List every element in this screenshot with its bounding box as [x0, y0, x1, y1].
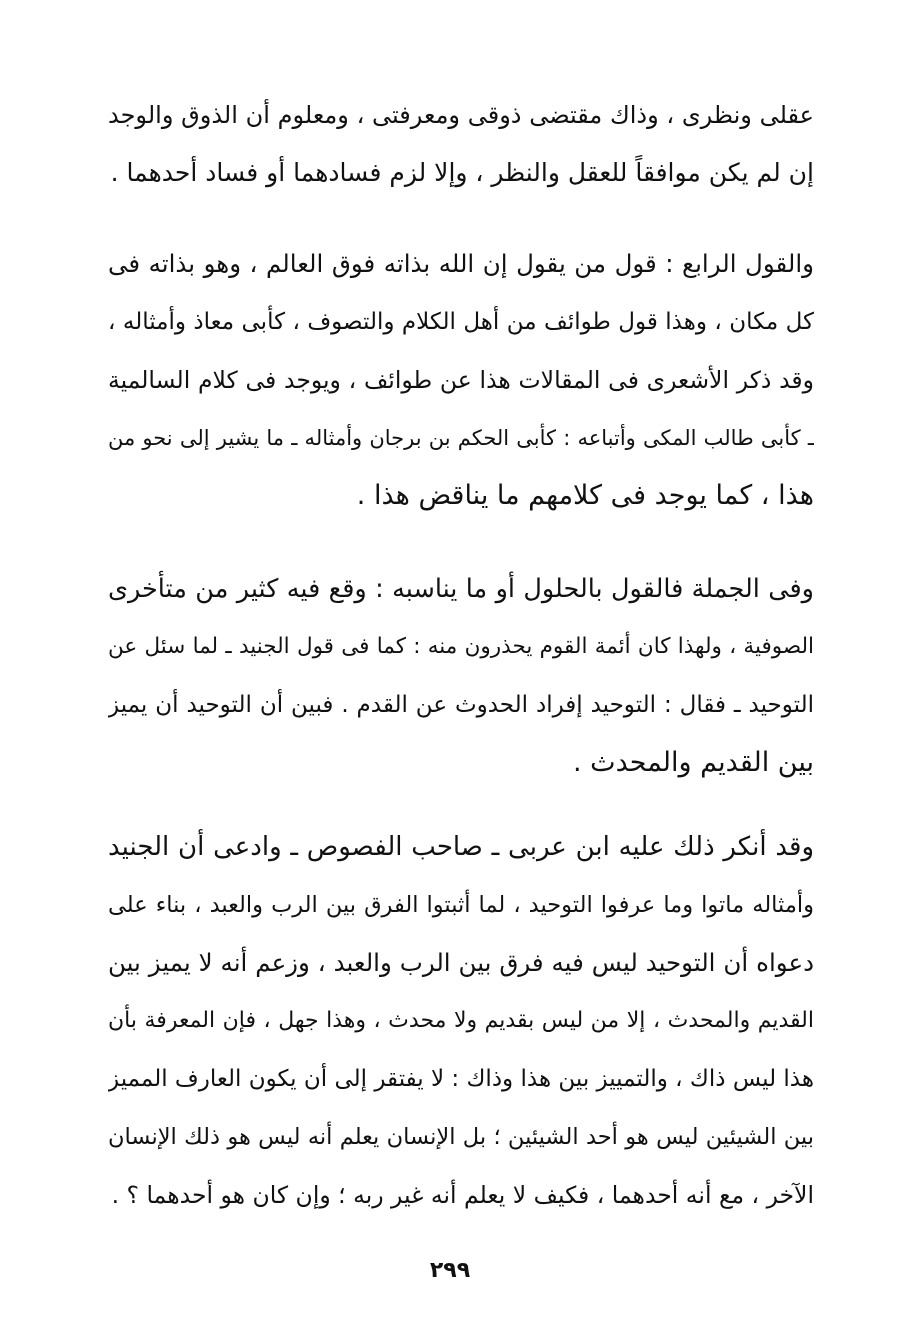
paragraph-2	[108, 235, 814, 525]
text-line: وأمثاله ماتوا وما عرفوا التوحيد ، لما أثبتوا الفرق بين الرب والعبد ، بناء على	[108, 892, 814, 918]
text-line: كل مكان ، وهذا قول طوائف من أهل الكلام والتصوف ، كأبى معاذ وأمثاله ،	[108, 309, 814, 335]
text-line: وقد ذكر الأشعرى فى المقالات هذا عن طوائف ، ويوجد فى كلام السالمية	[108, 366, 814, 394]
text-line: عقلى ونظرى ، وذاك مقتضى ذوقى ومعرفتى ، ومعلوم أن الذوق والوجد	[108, 101, 814, 129]
text-line: هذا ، كما يوجد فى كلامهم ما يناقض هذا .	[356, 480, 814, 511]
text-line: القديم والمحدث ، إلا من ليس بقديم ولا محدث ، وهذا جهل ، فإن المعرفة بأن	[108, 1008, 814, 1033]
text-line: الآخر ، مع أنه أحدهما ، فكيف لا يعلم أنه غير ربه ؛ وإن كان هو أحدهما ؟ .	[111, 1181, 814, 1209]
page-number: ٢٩٩	[429, 1258, 471, 1283]
text-line: التوحيد ـ فقال : التوحيد إفراد الحدوث عن القدم . فبين أن التوحيد أن يميز	[108, 692, 814, 718]
text-line: وفى الجملة فالقول بالحلول أو ما يناسبه : وقع فيه كثير من متأخرى	[108, 574, 814, 604]
text-line: دعواه أن التوحيد ليس فيه فرق بين الرب والعبد ، وزعم أنه لا يميز بين	[108, 948, 814, 977]
text-line: ـ كأبى طالب المكى وأتباعه : كأبى الحكم بن برجان وأمثاله ـ ما يشير إلى نحو من	[108, 426, 814, 450]
text-line: الصوفية ، ولهذا كان أئمة القوم يحذرون منه : كما فى قول الجنيد ـ لما سئل عن	[108, 634, 814, 659]
text-line: بين الشيئين ليس هو أحد الشيئين ؛ بل الإنسان يعلم أنه ليس هو ذلك الإنسان	[108, 1124, 814, 1150]
paragraph-4	[108, 818, 814, 1224]
text-line: هذا ليس ذاك ، والتمييز بين هذا وذاك : لا يفتقر إلى أن يكون العارف المميز	[108, 1066, 814, 1092]
text-line: بين القديم والمحدث .	[573, 747, 814, 778]
paragraph-3	[108, 560, 814, 792]
text-line: والقول الرابع : قول من يقول إن الله بذاته فوق العالم ، وهو بذاته فى	[108, 249, 814, 278]
text-line: إن لم يكن موافقاً للعقل والنظر ، وإلا لزم فسادهما أو فساد أحدهما .	[110, 158, 814, 187]
text-line: وقد أنكر ذلك عليه ابن عربى ـ صاحب الفصوص ـ وادعى أن الجنيد	[108, 832, 814, 862]
paragraph-1	[108, 86, 814, 202]
